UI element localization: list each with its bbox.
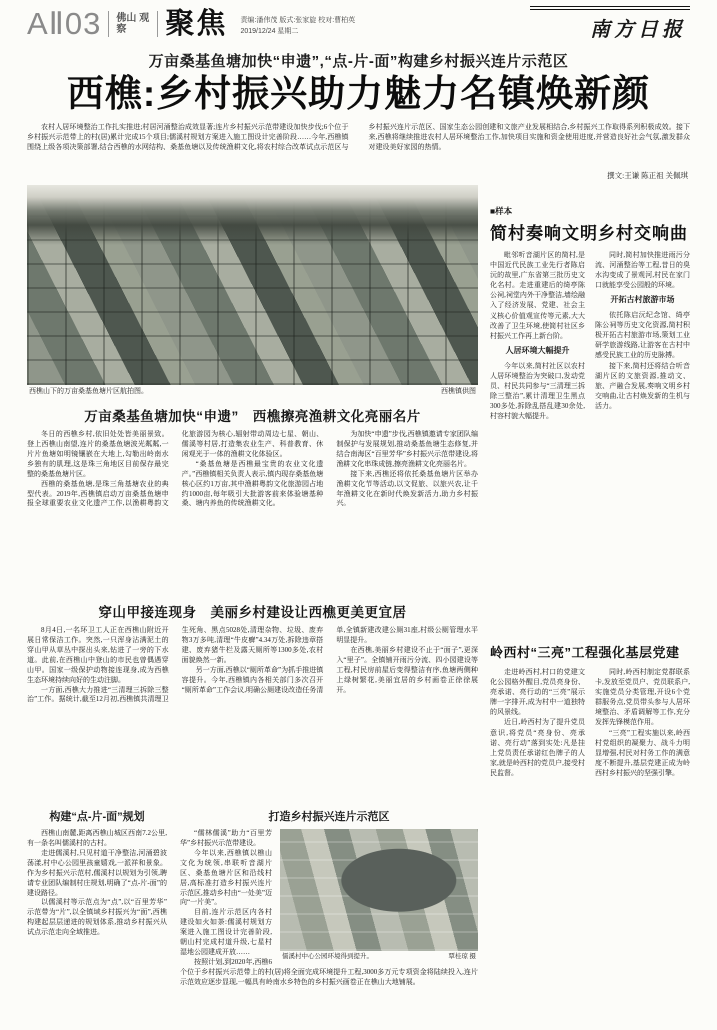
sidebar-tag: ■样本 [490, 205, 513, 216]
bottom-articles-row [27, 804, 478, 1030]
bottom-photo-credit: 覃桂琼 摄 [448, 952, 476, 960]
main-column [27, 185, 478, 1030]
page-content [27, 185, 690, 1030]
village-park-photo [280, 829, 478, 951]
article1-title: 万亩桑基鱼塘加快“申遗” 西樵擦亮渔耕文化亮丽名片 [84, 408, 421, 424]
credits-line1: 责编:潘伟茂 版式:张家旋 校对:曹柏英 [240, 16, 356, 24]
article2-body: 8月4日,一名环卫工人正在西樵山附近开展日常保洁工作。突然,一只浑身沾满泥土的穿山甲从草丛中探出头来,钻进了一旁的下水道。此前,在西樵山中登山的市民也曾偶遇穿山甲。国家一级保护动物接连现身,成为西樵生态环境持续向好的生动注脚。 一方面,西樵大力推进“三清理三拆除三整治”工作。据统计,截至12月初,西樵镇共清理卫生死角、黑点5028处,清理杂物、垃圾、废弃物3万多吨,清理“牛皮癣”4.34万处,拆除违章搭建、废弃猪牛栏及露天厕所等1300多处,农村面貌焕然一新。 另一方面,西樵以“厕所革命”为抓手推进镇容提升。今年,西樵镇内各相关部门多次召开“厕所革命”工作会议,明确公厕建设改造任务清单,全镇新建改建公厕31座,村级公厕管理水平明显提升。 在西樵,美丽乡村建设不止于“面子”,更深入“里子”。全镇铺开雨污分流、四小园建设等工程,村民房前屋后变得整洁有序,鱼塘两侧种上绿树繁花,美丽宜居的乡村画卷正徐徐展开。 [27, 625, 478, 704]
header-divider [108, 11, 109, 37]
article3-body: 西樵山南麓,距离西樵山城区西南7.2公里,有一条名叫儒溪村的古村。 走进儒溪村,只见村道干净整洁,河涌碧波荡漾,村中心公园里孩童嬉戏,一派祥和景象。作为乡村振兴示范村,儒溪村以规划为引领,聘请专业团队编制村庄规划,明确了“点-片-面”的建设路径。 以儒溪村等示范点为“点”,以“百里芳华”示范带为“片”,以全镇域乡村振兴为“面”,西樵构建起层层递进的规划体系,推动乡村振兴从试点示范走向全域推进。 [27, 828, 167, 937]
header-left [27, 6, 355, 42]
article-demonstration-zone [180, 804, 478, 1030]
sidebar-article2-title: 岭西村“三亮”工程强化基层党建 [490, 644, 680, 660]
sidebar-article1-title: 简村奏响文明乡村交响曲 [490, 223, 688, 243]
article-pangolin-beautiful-village [27, 601, 478, 802]
main-photo-caption-row [27, 385, 478, 398]
village-park-figure [280, 829, 478, 963]
article4-body: “儒林儒溪”助力“百里芳华”乡村振兴示范带建设。 今年以来,西樵镇以樵山文化为统领,串联听音湖片区、桑基鱼塘片区和沿线村居,高标准打造乡村振兴连片示范区,推动乡村由“一处美”迈向“一片美”。 目前,连片示范区内各村建设如火如荼:儒溪村规划方案进入施工图设计完善阶段,朝山村完成村道升级,七星村湿地公园建成开放…… 按照计划,到2020年,西樵6个位于乡村振兴示范带上的村(居)将全面完成环境提升工程,3000多万元专项资金将陆续投入,连片示范效应逐步显现,一幅具有岭南水乡特色的乡村振兴画卷正在樵山大地铺展。 [180, 828, 478, 986]
sidebar-column [490, 185, 690, 1030]
article4-body-wrap [180, 829, 478, 1030]
article2-title: 穿山甲接连现身 美丽乡村建设让西樵更美更宜居 [98, 604, 407, 620]
bottom-photo-caption: 儒溪村中心公园环境得到提升。 [282, 952, 373, 960]
newspaper-masthead: 南方日报 [530, 6, 690, 42]
article-planning [27, 804, 167, 1030]
kicker-headline: 万亩桑基鱼塘加快“申遗”,“点-片-面”构建乡村振兴连片示范区 [148, 53, 569, 70]
section-name-small: 佛山 观察 [116, 12, 150, 35]
byline: 撰文:王谦 陈正祖 关佩琪 [607, 170, 688, 180]
aerial-fishpond-photo [27, 185, 478, 385]
bottom-photo-caption-row [280, 951, 478, 963]
page-number: AⅡ03 [27, 6, 102, 41]
article3-title: 构建“点-片-面”规划 [49, 810, 145, 823]
sidebar-article2-body: 走进岭西村,村口的党建文化公园格外醒目,党员亮身份、亮承诺、亮行动的“三亮”展示牌一字排开,成为村中一道独特的风景线。 近日,岭西村为了提升党员意识,将党员“亮身份、亮承诺、亮行动”落到实处:凡是挂上党员责任承诺红色牌子的人家,就是岭西村的党员户,接受村民监督。 同时,岭西村制定党群联系卡,发放至党员户、党员联系户,实施党员分类管理,开设6个党群服务点,党员带头参与人居环境整治、矛盾调解等工作,充分发挥先锋模范作用。 “三亮”工程实施以来,岭西村党组织的凝聚力、战斗力明显增强,村民对村务工作的满意度不断提升,基层党建正成为岭西村乡村振兴的坚强引擎。 [490, 667, 690, 778]
page-header [27, 6, 690, 46]
date-line: 2019/12/24 星期二 [240, 28, 299, 35]
main-headline: 西樵:乡村振兴助力魅力名镇焕新颜 [66, 73, 651, 114]
section-name-focus: 聚焦 [165, 8, 228, 40]
main-photo-caption: 西樵山下的万亩桑基鱼塘片区航拍图。 [29, 386, 148, 395]
article4-title: 打造乡村振兴连片示范区 [268, 810, 390, 823]
main-photo-credit: 西樵镇供图 [441, 386, 476, 395]
editor-credits [240, 11, 355, 37]
lead-paragraph: 农村人居环境整治工作扎实推进;村居河涌整治成效显著;连片乡村振兴示范带建设加快步伐;6个位于乡村振兴示范带上的村(居)累计完成15个项目;儒溪村规划方案进入施工图设计完善阶段……今年,西樵镇围绕上级各项决策部署,结合西樵的水网结构、桑基鱼塘以及传统渔耕文化,将农村综合改革试点示范区与乡村振兴连片示范区、国家生态公园创建和文旅产业发展相结合,乡村振兴工作取得系列积极成效。接下来,西樵将继续推进农村人居环境整治工作,加快项目实施和资金使用进度,并营造良好社会气氛,激发群众对建设美好家园的热情。 [27, 122, 690, 151]
sidebar-article1-body: 毗邻听音湖片区的简村,是中国近代民族工业先行者陈启沅的故里,广东省第三批历史文化名村。走进重建后的绮亭陈公祠,祠堂内外干净整洁,墙绘融入了经济发展、党建、社会主义核心价值观宣传等元素,大大改善了卫生环境,使简村社区乡村振兴工作再上新台阶。 人居环境大幅提升 今年以来,简村社区以农村人居环境整治为突破口,发动党员、村民共同参与“三清理三拆除三整治”,累计清理卫生黑点300多处,拆除乱搭乱建30余处,村容村貌大幅提升。 同时,简村加快推进雨污分流、河涌整治等工程,昔日的臭水沟变成了景观河,村民在家门口就能享受公园般的环境。 开拓古村旅游市场 依托陈启沅纪念馆、绮亭陈公祠等历史文化资源,简村积极开拓古村旅游市场,策划工业研学旅游线路,让游客在古村中感受民族工业的历史脉搏。 接下来,简村还将结合听音湖片区的文旅资源,推动文、旅、产融合发展,奏响文明乡村交响曲,让古村焕发新的生机与活力。 [490, 250, 690, 421]
header-divider [157, 11, 158, 37]
article-fishpond-heritage [27, 405, 478, 594]
article1-body: 冬日的西樵乡村,依旧处处皆美丽景致。登上西樵山南望,连片的桑基鱼塘波光粼粼,一片片鱼塘如明镜镶嵌在大地上,勾勒出岭南水乡独有的肌理,这是珠三角地区目前保存最完整的桑基鱼塘片区。 西樵的桑基鱼塘,是珠三角基塘农业的典型代表。2019年,西樵镇启动万亩桑基鱼塘申报全球重要农业文化遗产工作,以渔耕粤韵文化旅游园为核心,辐射带动周边七星、朝山、儒溪等村居,打造集农业生产、科普教育、休闲观光于一体的渔耕文化体验区。 “桑基鱼塘是西樵最宝贵的农业文化遗产。”西樵镇相关负责人表示,镇内现存桑基鱼塘核心区约1万亩,其中渔耕粤韵文化旅游园占地约1000亩,每年吸引大批游客前来体验塘基种桑、塘内养鱼的传统渔耕文化。 为加快“申遗”步伐,西樵镇邀请专家团队编制保护与发展规划,推动桑基鱼塘生态修复,并结合南海区“百里芳华”乡村振兴示范带建设,将渔耕文化串珠成链,擦亮渔耕文化亮丽名片。 接下来,西樵还将依托桑基鱼塘片区举办渔耕文化节等活动,以文促旅、以旅兴农,让千年渔耕文化在新时代焕发新活力,助力乡村振兴。 [27, 429, 478, 508]
